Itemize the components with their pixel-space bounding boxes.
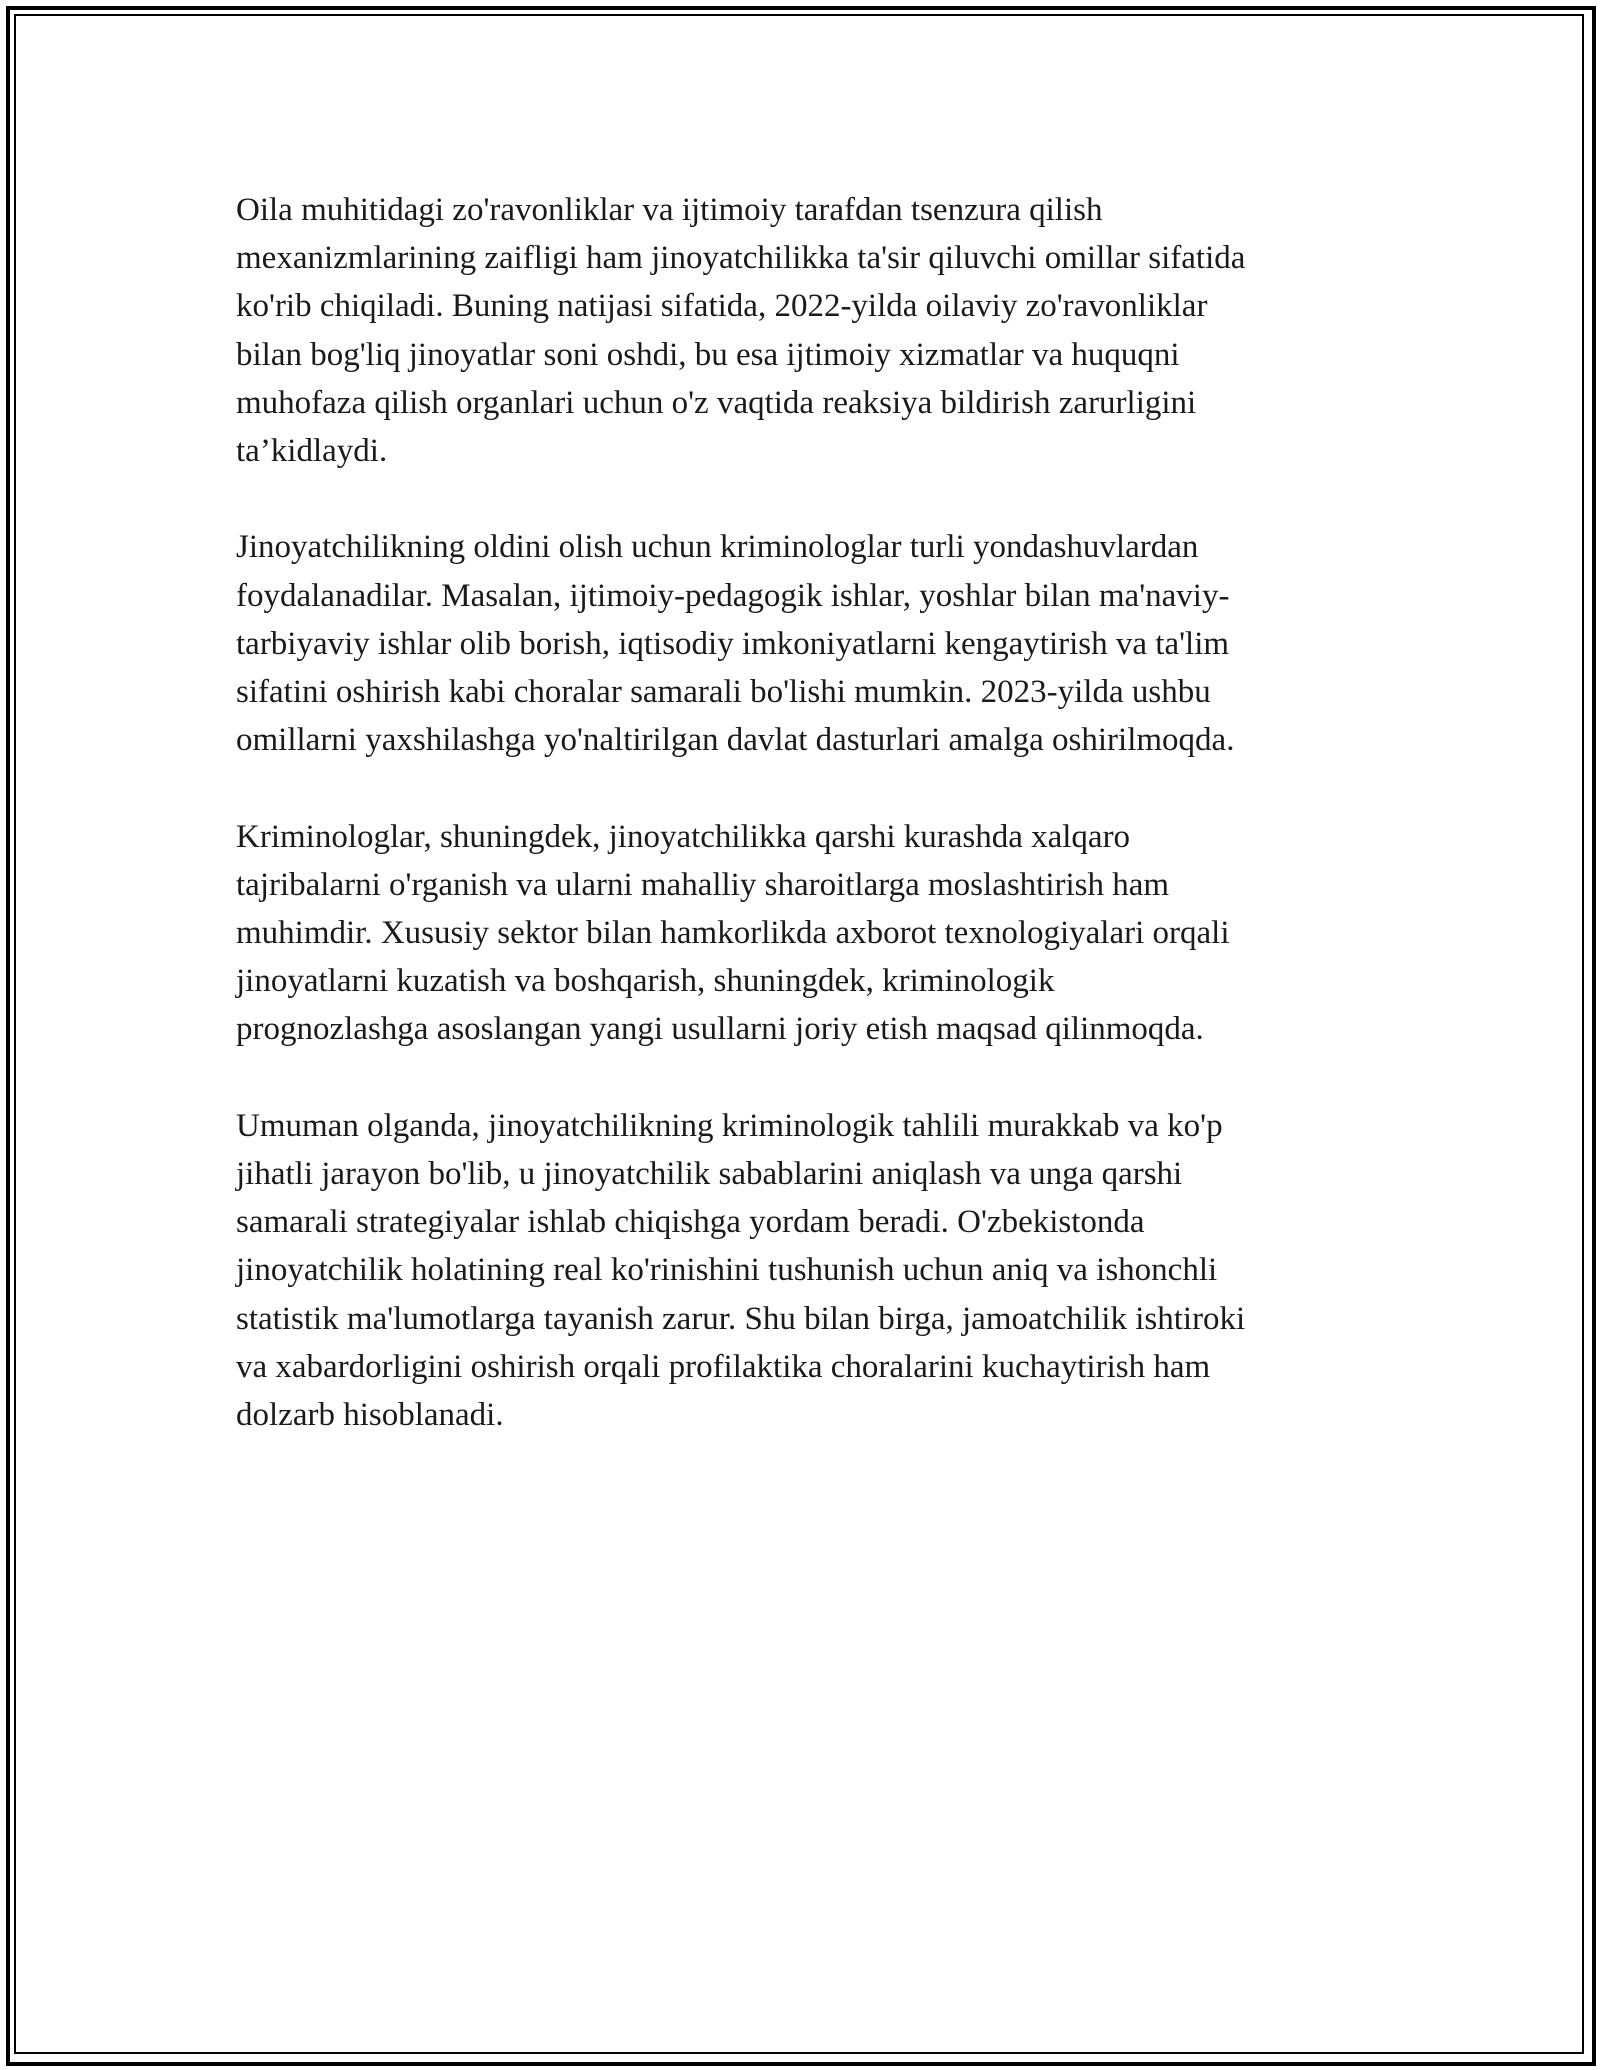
paragraph-international-experience: Kriminologlar, shuningdek, jinoyatchilikka qarshi kurashda xalqaro tajribalarni o'rganish va ularni mahalliy sharoitlarga moslashtirish ham muhimdir. Xususiy sektor bilan hamkorlikda axborot texnologiyalari orqali jinoyatlarni kuzatish va boshqarish, shuningdek, kriminologik prognozlashga asoslangan yangi usullarni joriy etish maqsad qilinmoqda. — [236, 818, 1230, 1048]
paragraph-family-violence: Oila muhitidagi zo'ravonliklar va ijtimoiy tarafdan tsenzura qilish mexanizmlarining zaifligi ham jinoyatchilikka ta'sir qiluvchi omillar sifatida ko'rib chiqiladi. Buning natijasi sifatida, 2022-yilda oilaviy zo'ravonliklar bilan bog'liq jinoyatlar soni oshdi, bu esa ijtimoiy xizmatlar va huquqni muhofaza qilish organlari uchun o'z vaqtida reaksiya bildirish zarurligini ta’kidlaydi. — [236, 192, 1246, 470]
paragraph-crime-prevention: Jinoyatchilikning oldini olish uchun kriminologlar turli yondashuvlardan foydalanadilar. Masalan, ijtimoiy-pedagogik ishlar, yoshlar bilan ma'naviy- tarbiyaviy ishlar olib borish, iqtisodiy imkoniyatlarni kengaytirish va ta'lim sifatini oshirish kabi choralar samarali bo'lishi mumkin. 2023-yilda ushbu omillarni yaxshilashga yo'naltirilgan davlat dasturlari amalga oshirilmoqda. — [236, 529, 1235, 759]
document-body — [236, 186, 1366, 1487]
paragraph-conclusion: Umuman olganda, jinoyatchilikning kriminologik tahlili murakkab va ko'p jihatli jarayon bo'lib, u jinoyatchilik sabablarini aniqlash va unga qarshi samarali strategiyalar ishlab chiqishga yordam beradi. O'zbekistonda jinoyatchilik holatining real ko'rinishini tushunish uchun aniq va ishonchli statistik ma'lumotlarga tayanish zarur. Shu bilan birga, jamoatchilik ishtiroki va xabardorligini oshirish orqali profilaktika choralarini kuchaytirish ham dolzarb hisoblanadi. — [236, 1107, 1246, 1434]
